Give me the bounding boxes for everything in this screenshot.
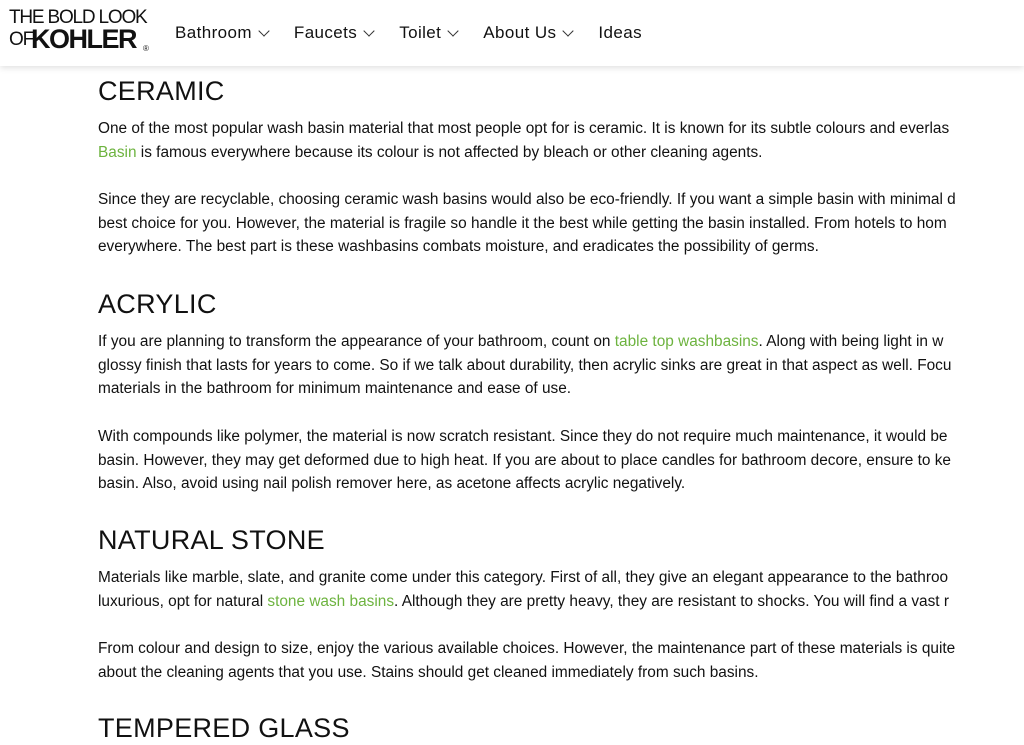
nav-item-label: Faucets [293, 23, 358, 42]
text-line [98, 141, 949, 165]
text-line: basin. However, they may get deformed due to high heat. If you are about to place candles for bathroom decore, ensure to ke [98, 451, 951, 469]
text-line: From colour and design to size, enjoy the various available choices. However, the maintenance part of these materials is quite [98, 640, 956, 657]
table-top-washbasins-link[interactable]: table top washbasins [614, 333, 759, 350]
basin-link[interactable]: Basin [98, 143, 137, 161]
text-fragment: . Although they are pretty heavy, they are resistant to shocks. You will find a vast r [394, 592, 949, 610]
text-line [98, 590, 949, 614]
section-title-ceramic: CERAMIC [98, 76, 225, 106]
chevron-down-icon [563, 25, 574, 36]
main-nav [175, 0, 668, 66]
text-line: glossy finish that lasts for years to come. So if we talk about durability, then acrylic sinks are great in that aspect as well. Focu [98, 356, 952, 374]
logo-brand: KOHLER [31, 24, 136, 54]
text-line [98, 330, 951, 354]
nav-item-faucets[interactable] [294, 23, 373, 43]
chevron-down-icon [364, 25, 375, 36]
text-line: Since they are recyclable, choosing ceramic wash basins would also be eco-friendly. If you want a simple basin with minimal d [98, 191, 956, 208]
text-fragment: is famous everywhere because its colour is not affected by bleach or other cleaning agents. [136, 143, 763, 161]
chevron-down-icon [258, 25, 269, 36]
nav-item-label: About Us [483, 23, 557, 42]
nav-item-label: Toilet [399, 23, 442, 42]
stone-wash-basins-link[interactable]: stone wash basins [267, 592, 395, 610]
nav-item-ideas[interactable] [598, 23, 642, 43]
logo-tagline: THE BOLD LOOK [9, 7, 147, 28]
text-line: basin. Also, avoid using nail polish remover here, as acetone affects acrylic negatively. [98, 475, 686, 493]
section-title-acrylic: ACRYLIC [98, 289, 217, 319]
logo-registered-mark: ® [143, 44, 149, 53]
text-line: materials in the bathroom for minimum maintenance and ease of use. [98, 380, 572, 398]
nav-item-bathroom[interactable] [175, 23, 268, 43]
text-fragment: . Along with being light in w [758, 333, 944, 350]
text-fragment: luxurious, opt for natural [98, 592, 268, 610]
acrylic-paragraph-1 [98, 330, 951, 401]
text-line: best choice for you. However, the material is fragile so handle it the best while getting the basin installed. From hotels to hom [98, 214, 947, 232]
text-line: everywhere. The best part is these washbasins combats moisture, and eradicates the possibility of germs. [98, 238, 819, 256]
nav-item-about-us[interactable] [483, 23, 572, 43]
natural-stone-paragraph-1 [98, 566, 949, 613]
kohler-logo[interactable] [9, 8, 151, 56]
text-line: With compounds like polymer, the material is now scratch resistant. Since they do not require much maintenance, it would be [98, 428, 948, 445]
section-title-tempered-glass: TEMPERED GLASS [98, 713, 350, 743]
text-line: about the cleaning agents that you use. Stains should get cleaned immediately from such basins. [98, 663, 759, 681]
text-fragment: If you are planning to transform the appearance of your bathroom, count on [98, 333, 615, 350]
natural-stone-paragraph-2 [98, 637, 955, 684]
text-line: Materials like marble, slate, and granite come under this category. First of all, they give an elegant appearance to the bathroo [98, 569, 949, 586]
ceramic-paragraph-1 [98, 117, 949, 164]
nav-item-label: Bathroom [175, 23, 252, 42]
nav-item-toilet[interactable] [399, 23, 457, 43]
section-title-natural-stone: NATURAL STONE [98, 525, 325, 555]
nav-item-label: Ideas [598, 23, 643, 42]
chevron-down-icon [448, 25, 459, 36]
ceramic-paragraph-2 [98, 188, 956, 259]
site-header [0, 0, 1024, 66]
logo-of: OF [9, 29, 33, 50]
acrylic-paragraph-2 [98, 425, 951, 496]
text-line: One of the most popular wash basin material that most people opt for is ceramic. It is known for its subtle colours and everlas [98, 120, 950, 137]
